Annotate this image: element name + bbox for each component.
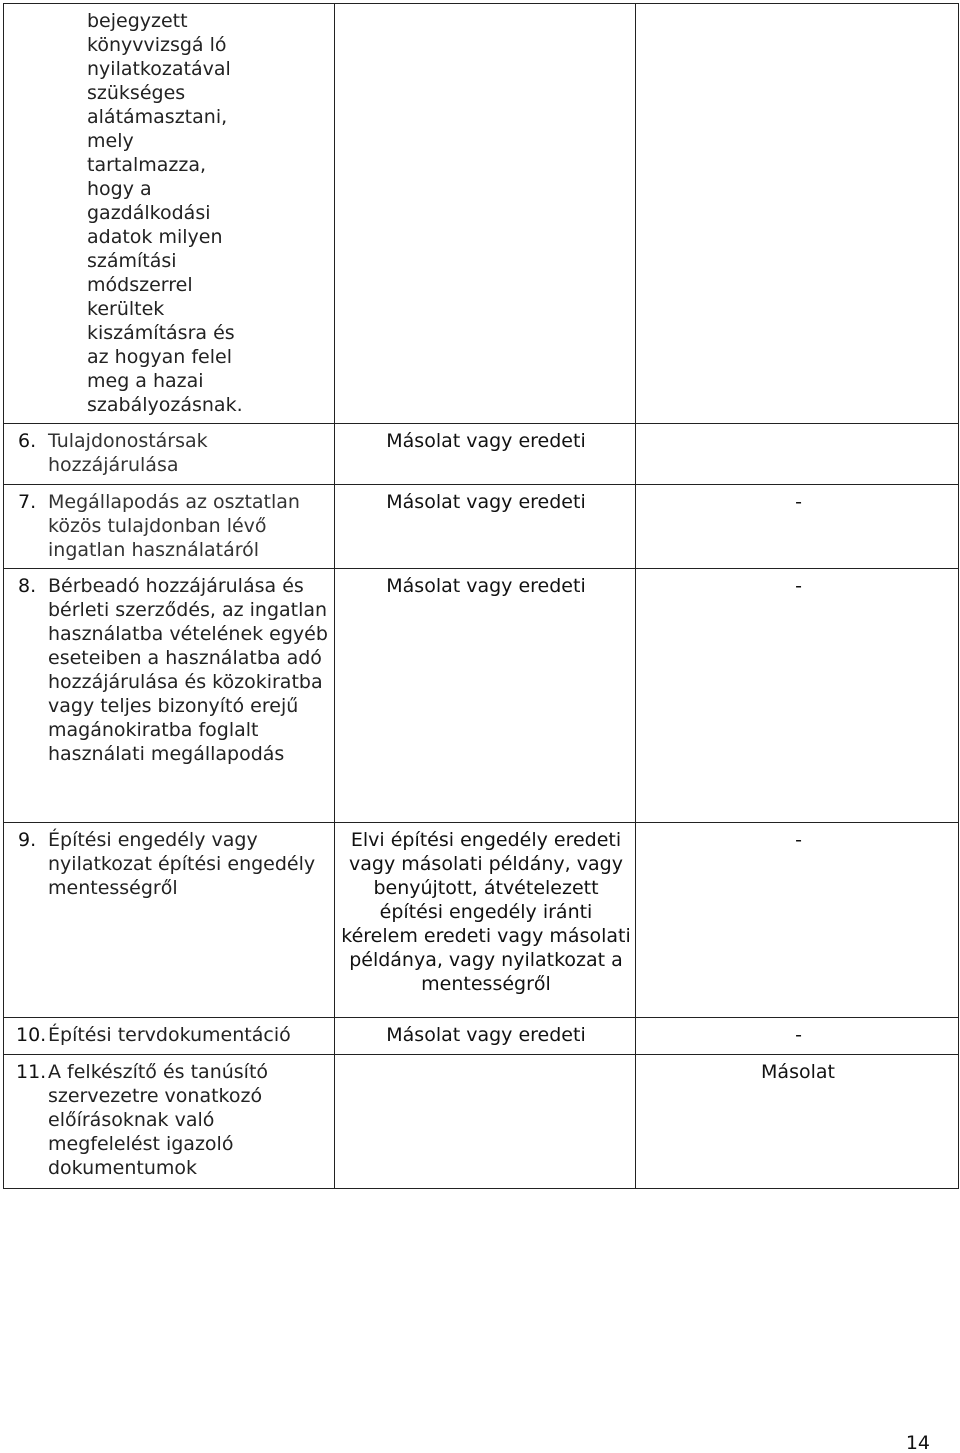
- item-cell: [4, 1018, 335, 1055]
- document-form-text: Másolat vagy eredeti: [386, 491, 586, 513]
- third-cell: [636, 569, 959, 823]
- row-number: 10.: [16, 1024, 47, 1046]
- third-text: -: [795, 829, 802, 851]
- document-form-cell: [335, 1018, 636, 1055]
- row-number: 8.: [18, 575, 37, 597]
- table-row: [4, 424, 959, 485]
- document-form-cell: [335, 485, 636, 569]
- table-row: [4, 823, 959, 1018]
- third-text: -: [795, 1024, 802, 1046]
- item-cell: [4, 1055, 335, 1189]
- intro-cell: [4, 4, 335, 424]
- row-number: 11.: [16, 1061, 47, 1083]
- item-cell: [4, 485, 335, 569]
- row-item-text: A felkészítő és tanúsító szervezetre vonatkozó előírásoknak való megfelelést igazoló dokumentumok: [48, 1061, 269, 1179]
- document-form-text: Másolat vagy eredeti: [386, 575, 586, 597]
- empty-cell: [335, 4, 636, 424]
- row-item-text: Építési tervdokumentáció: [48, 1024, 291, 1046]
- third-text: Másolat: [761, 1061, 835, 1083]
- requirements-table: [3, 3, 959, 1189]
- item-cell: [4, 569, 335, 823]
- row-item-text: Tulajdonostársak hozzájárulása: [48, 430, 208, 476]
- table-row: [4, 4, 959, 424]
- third-text: -: [795, 491, 802, 513]
- row-number: 6.: [18, 430, 37, 452]
- third-cell: [636, 424, 959, 485]
- item-cell: [4, 823, 335, 1018]
- item-cell: [4, 424, 335, 485]
- row-number: 7.: [18, 491, 37, 513]
- row-item-text: Építési engedély vagy nyilatkozat építési engedély mentességről: [48, 829, 316, 899]
- document-form-cell: [335, 424, 636, 485]
- intro-text: bejegyzett könyvvizsgá ló nyilatkozatával szükséges alátámasztani, mely tartalmazza, hogy a gazdálkodási adatok milyen számítási módszerrel kerültek kiszámításra és az hogyan felel meg a hazai szabályozásnak.: [87, 10, 243, 416]
- document-form-text: Elvi építési engedély eredeti vagy másolati példány, vagy benyújtott, átvételezett építési engedély iránti kérelem eredeti vagy másolati példánya, vagy nyilatkozat a mentességről: [341, 829, 631, 995]
- third-cell: [636, 1018, 959, 1055]
- document-form-text: Másolat vagy eredeti: [386, 430, 586, 452]
- document-form-cell: [335, 569, 636, 823]
- table-row: [4, 485, 959, 569]
- third-text: -: [795, 575, 802, 597]
- third-cell: [636, 1055, 959, 1189]
- table-row: [4, 569, 959, 823]
- row-item-text: Megállapodás az osztatlan közös tulajdonban lévő ingatlan használatáról: [48, 491, 300, 561]
- row-number: 9.: [18, 829, 37, 851]
- document-form-cell: [335, 1055, 636, 1189]
- third-cell: [636, 485, 959, 569]
- document-form-text: Másolat vagy eredeti: [386, 1024, 586, 1046]
- table-row: [4, 1055, 959, 1189]
- row-item-text: Bérbeadó hozzájárulása és bérleti szerződés, az ingatlan használatba vételének egyéb eseteiben a használatba adó hozzájárulása és közokiratba vagy teljes bizonyító erejű magánokiratba foglalt használati megállapodás: [48, 575, 328, 765]
- document-form-cell: [335, 823, 636, 1018]
- empty-cell: [636, 4, 959, 424]
- page-number: 14: [905, 1432, 930, 1453]
- third-cell: [636, 823, 959, 1018]
- table-row: [4, 1018, 959, 1055]
